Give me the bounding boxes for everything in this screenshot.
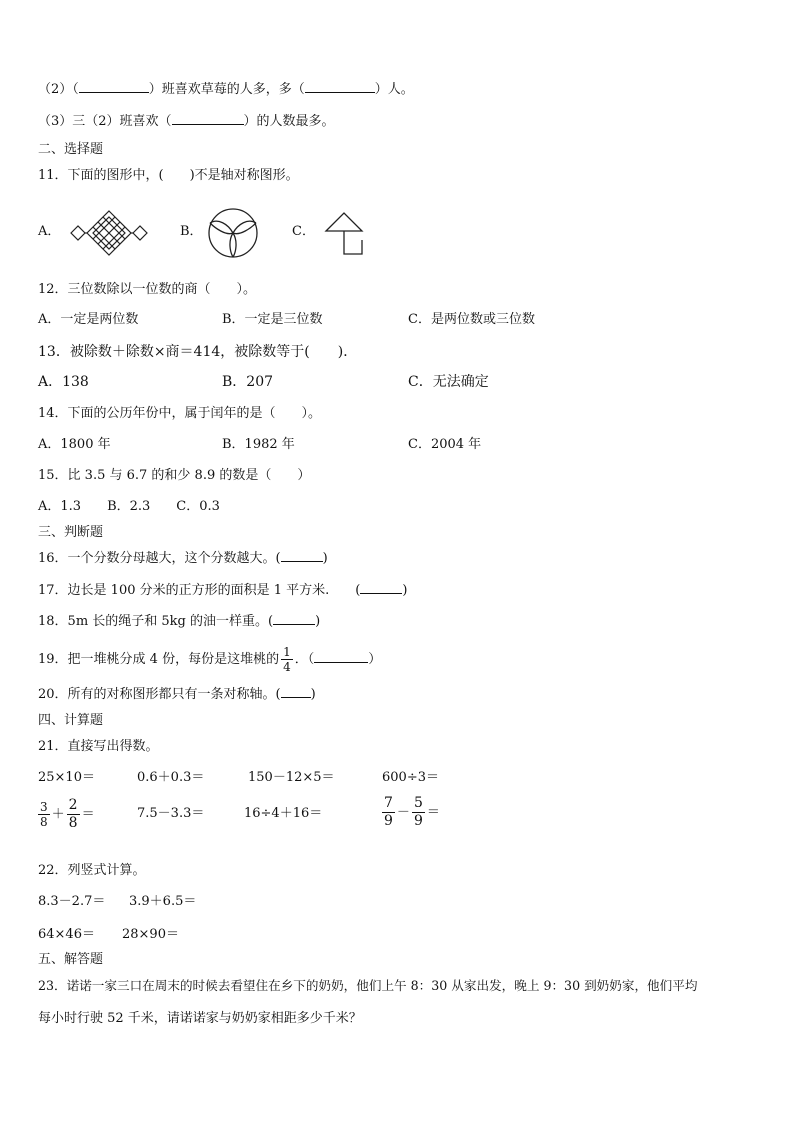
q18: 18．5m 长的绳子和 5kg 的油一样重。( ): [38, 614, 321, 629]
q22-item: 64×46＝: [38, 927, 95, 942]
q21-item: 16÷4＋16＝: [244, 806, 323, 821]
q11-option-b-label: B．: [180, 224, 203, 239]
answer-blank[interactable]: [314, 650, 368, 663]
q13-option-b[interactable]: B．207: [222, 374, 274, 390]
q23-line1: 23．诺诺一家三口在周末的时候去看望住在乡下的奶奶，他们上午 8：30 从家出发，晚上 9：30 到奶奶家，他们平均: [38, 978, 698, 993]
q23-line2: 每小时行驶 52 千米，请诺诺家与奶奶家相距多少千米？: [38, 1011, 362, 1026]
q14-stem: 14．下面的公历年份中，属于闰年的是（ ）。: [38, 406, 322, 421]
q10-line3: （3）三（2）班喜欢（ ）的人数最多。: [38, 114, 335, 129]
q11-option-c-label: C．: [292, 224, 315, 239]
q15-stem: 15．比 3.5 与 6.7 的和少 8.9 的数是（ ）: [38, 468, 311, 483]
q22-item: 3.9＋6.5＝: [129, 894, 197, 909]
q12-stem: 12．三位数除以一位数的商（ ）。: [38, 282, 257, 297]
q21-item: 25×10＝: [38, 770, 95, 785]
q14-option-c[interactable]: C．2004 年: [408, 437, 482, 452]
q15-options[interactable]: A．1.3 B．2.3 C．0.3: [38, 499, 220, 514]
q20: 20．所有的对称图形都只有一条对称轴。( ): [38, 687, 316, 702]
answer-blank[interactable]: [79, 80, 149, 93]
q21-item: 150－12×5＝: [248, 770, 335, 785]
q14-option-b[interactable]: B．1982 年: [222, 437, 295, 452]
q10-line2: （2）（ ）班喜欢草莓的人多，多（ ）人。: [38, 82, 414, 97]
answer-blank[interactable]: [281, 685, 311, 698]
q16: 16．一个分数分母越大，这个分数越大。( ): [38, 551, 328, 566]
fraction: $\frac{5}{9}$: [413, 795, 423, 829]
q12-option-b[interactable]: B．一定是三位数: [222, 312, 323, 327]
q22-stem: 22．列竖式计算。: [38, 863, 146, 878]
q13-option-c[interactable]: C．无法确定: [408, 374, 489, 390]
arrow-figure-icon: [322, 210, 366, 256]
q17: 17．边长是 100 分米的正方形的面积是 1 平方米. ( ): [38, 583, 408, 598]
q21-item: 7.5－3.3＝: [137, 806, 205, 821]
q21-item: 600÷3＝: [382, 770, 439, 785]
q14-option-a[interactable]: A．1800 年: [38, 437, 111, 452]
fraction: $\frac{3}{8}$: [40, 800, 48, 829]
knot-figure-icon: [68, 208, 150, 258]
q13-stem: 13．被除数＋除数×商＝414，被除数等于( )．: [38, 344, 358, 360]
q21-item: 0.6＋0.3＝: [137, 770, 205, 785]
q22-item: 8.3－2.7＝: [38, 894, 106, 909]
q21-stem: 21．直接写出得数。: [38, 739, 159, 754]
fraction: $\frac{2}{8}$: [68, 797, 78, 831]
q12-option-a[interactable]: A．一定是两位数: [38, 312, 139, 327]
q12-option-c[interactable]: C．是两位数或三位数: [408, 312, 535, 327]
section-title-calculation: 四、计算题: [38, 713, 104, 728]
q19: 19．把一堆桃分成 4 份，每份是这堆桃的 $\frac{1}{4}$ ．（ ）: [38, 645, 382, 674]
answer-blank[interactable]: [360, 581, 402, 594]
q13-option-a[interactable]: A．138: [38, 374, 89, 390]
q22-item: 28×90＝: [122, 927, 179, 942]
circle-petals-figure-icon: [206, 206, 260, 260]
answer-blank[interactable]: [273, 612, 315, 625]
q11-stem: 11．下面的图形中，( )不是轴对称图形。: [38, 168, 299, 183]
section-title-choice: 二、选择题: [38, 142, 104, 157]
section-title-word-problems: 五、解答题: [38, 952, 104, 967]
answer-blank[interactable]: [305, 80, 375, 93]
q21-fraction-sum: $\frac{3}{8}$ ＋ $\frac{2}{8}$ ＝: [40, 797, 95, 831]
section-title-judgement: 三、判断题: [38, 525, 104, 540]
answer-blank[interactable]: [172, 112, 244, 125]
fraction: $\frac{7}{9}$: [384, 795, 393, 829]
q11-option-a-label: A．: [38, 224, 61, 239]
fraction: $\frac{1}{4}$: [283, 645, 291, 674]
answer-blank[interactable]: [281, 549, 323, 562]
q21-fraction-diff: $\frac{7}{9}$ － $\frac{5}{9}$ ＝: [384, 795, 440, 829]
